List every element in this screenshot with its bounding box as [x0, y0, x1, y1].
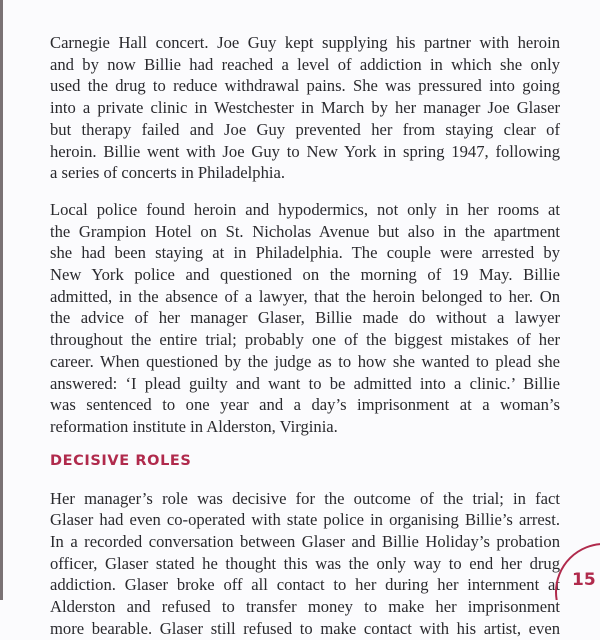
text-line: Local police found heroin and hypodermics, not only in her rooms at	[50, 199, 560, 219]
page-edge	[0, 0, 3, 600]
text-line: answered: ‘I plead guilty and want to be admitted into a clinic.’ Billie	[50, 373, 560, 393]
text-line: New York police and questioned on the morning of 19 May. Billie	[50, 265, 560, 285]
text-line: Her manager’s role was decisive for the outcome of the trial; in fact	[50, 488, 560, 508]
text-line: the advice of her manager Glaser, Billie made do without a lawyer	[50, 308, 560, 328]
paragraph-2	[50, 199, 560, 438]
text-line: more bearable. Glaser still refused to make contact with his artist, even	[50, 618, 560, 638]
text-line: heroin. Billie went with Joe Guy to New York in spring 1947, following	[50, 141, 560, 161]
paragraph-1	[50, 32, 560, 184]
text-line: and by now Billie had reached a level of addiction in which she only	[50, 54, 560, 74]
page-content	[50, 0, 560, 640]
text-line: was sentenced to one year and a day’s imprisonment at a woman’s	[50, 395, 560, 415]
text-line: In a recorded conversation between Glaser and Billie Holiday’s probation	[50, 532, 560, 552]
text-line: Carnegie Hall concert. Joe Guy kept supplying his partner with heroin	[50, 33, 560, 52]
text-line: into a private clinic in Westchester in March by her manager Joe Glaser	[50, 98, 560, 118]
page-number: 15	[572, 570, 596, 590]
text-line: addiction. Glaser broke off all contact to her during her internment at	[50, 575, 560, 595]
text-line: officer, Glaser stated he thought this was the only way to end her drug	[50, 553, 560, 573]
text-line: used the drug to reduce withdrawal pains. She was pressured into going	[50, 76, 560, 96]
text-line: admitted, in the absence of a lawyer, that the heroin belonged to her. On	[50, 286, 560, 306]
section-heading: DECISIVE ROLES	[50, 452, 192, 469]
text-line: career. When questioned by the judge as to how she wanted to plead she	[50, 351, 560, 371]
text-line: the Grampion Hotel on St. Nicholas Avenue but also in the apartment	[50, 221, 560, 241]
text-line: Alderston and refused to transfer money to make her imprisonment	[50, 597, 560, 617]
text-line: throughout the entire trial; probably one of the biggest mistakes of her	[50, 330, 560, 350]
text-line: she had been staying at in Philadelphia. The couple were arrested by	[50, 243, 560, 263]
text-line: Glaser had even co-operated with state police in organising Billie’s arrest.	[50, 510, 560, 530]
text-line: a series of concerts in Philadelphia.	[50, 163, 286, 183]
text-line: reformation institute in Alderston, Virginia.	[50, 416, 338, 436]
paragraph-3	[50, 488, 560, 640]
text-line: but therapy failed and Joe Guy prevented her from staying clear of	[50, 119, 560, 139]
